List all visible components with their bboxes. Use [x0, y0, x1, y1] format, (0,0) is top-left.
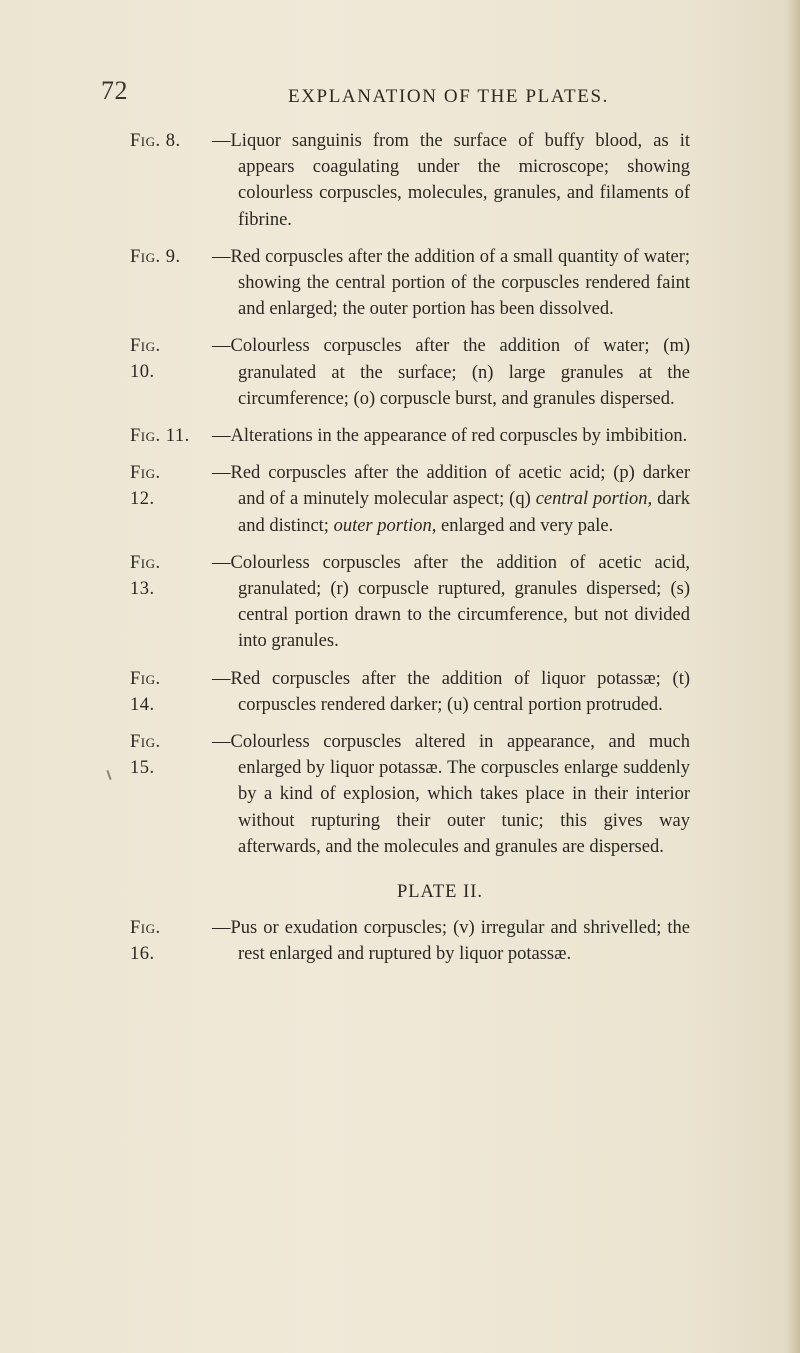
fig-word: Fig.: [130, 426, 161, 447]
figure-description: —Liquor sanguinis from the surface of buffy blood, as it appears coagulating under the microscope; showing colourless corpuscles, molecules, granules, and filaments of fibrine.: [212, 131, 690, 230]
fig-word: Fig.: [130, 336, 161, 357]
figure-description: —Red corpuscles after the addition of liquor potassæ; (t) corpuscles rendered darker; (u) central portion protruded.: [212, 668, 690, 715]
figure-explanations: [130, 128, 690, 979]
fig-word: Fig.: [130, 918, 161, 939]
figure-label: [130, 128, 190, 154]
figure-label: [130, 915, 190, 967]
fig-number: 16.: [130, 944, 155, 965]
figure-description: —Colourless corpuscles after the addition of water; (m) granulated at the surface; (n) large granules at the circumference; (o) corpuscle burst, and granules dispersed.: [212, 336, 690, 409]
description-text: enlarged and very pale.: [436, 515, 614, 536]
italic-term: outer portion,: [333, 515, 437, 536]
figure-description: —Red corpuscles after the addition of a small quantity of water; showing the central portion of the corpuscles rendered faint and enlarged; the outer portion has been dissolved.: [212, 246, 690, 320]
figure-entry-16: [130, 915, 690, 967]
figure-label: [130, 729, 190, 781]
figure-label: [130, 550, 190, 602]
fig-number: 14.: [130, 694, 155, 715]
figure-description: —Alterations in the appearance of red corpuscles by imbibition.: [212, 426, 688, 447]
fig-number: 8.: [165, 131, 181, 151]
figure-entry-14: [130, 666, 690, 718]
fig-number: 12.: [130, 489, 155, 510]
description-text: —Red corpuscles after the addition of acetic acid; (p) darker and of a minutely molecular aspect; (q): [212, 463, 690, 510]
plate-heading: PLATE II.: [396, 882, 484, 903]
figure-description: [212, 460, 690, 539]
fig-number: 9.: [165, 246, 181, 267]
figure-label: [130, 244, 190, 270]
fig-number: 11.: [165, 426, 190, 447]
margin-mark: [106, 770, 111, 780]
fig-word: Fig.: [130, 668, 161, 689]
figure-label: [130, 460, 190, 512]
fig-word: Fig.: [130, 463, 161, 484]
page-number: 72: [101, 76, 128, 105]
fig-word: Fig.: [130, 131, 161, 151]
figure-entry-13: [130, 550, 690, 655]
figure-description: —Colourless corpuscles after the addition of acetic acid, granulated; (r) corpuscle ruptured, granules dispersed; (s) central portion drawn to the circumference, but not divided into granules.: [212, 552, 690, 652]
italic-term: central portion,: [535, 489, 653, 510]
figure-entry-8: [130, 128, 690, 233]
description-text: dark and distinct;: [238, 489, 690, 536]
figure-entry-12: [130, 460, 690, 539]
figure-entry-11: [130, 423, 690, 449]
scan-edge-shadow: [786, 0, 800, 1353]
fig-word: Fig.: [130, 552, 161, 573]
fig-word: Fig.: [130, 246, 161, 267]
figure-entry-9: [130, 244, 690, 323]
figure-description: —Colourless corpuscles altered in appearance, and much enlarged by liquor potassæ. The corpuscles enlarge suddenly by a kind of explosion, which takes place in their interior without rupturing their outer tunic; this gives way afterwards, and the molecules and granules are dispersed.: [212, 732, 690, 857]
figure-description: —Pus or exudation corpuscles; (v) irregular and shrivelled; the rest enlarged and ruptured by liquor potassæ.: [212, 918, 690, 965]
fig-word: Fig.: [130, 732, 161, 753]
figure-label: [130, 423, 190, 449]
fig-number: 13.: [130, 578, 155, 599]
figure-label: [130, 333, 190, 385]
figure-label: [130, 666, 190, 718]
fig-number: 10.: [130, 362, 155, 383]
fig-number: 15.: [130, 758, 155, 779]
running-head: EXPLANATION OF THE PLATES.: [288, 86, 609, 107]
figure-entry-10: [130, 333, 690, 412]
figure-entry-15: [130, 729, 690, 860]
